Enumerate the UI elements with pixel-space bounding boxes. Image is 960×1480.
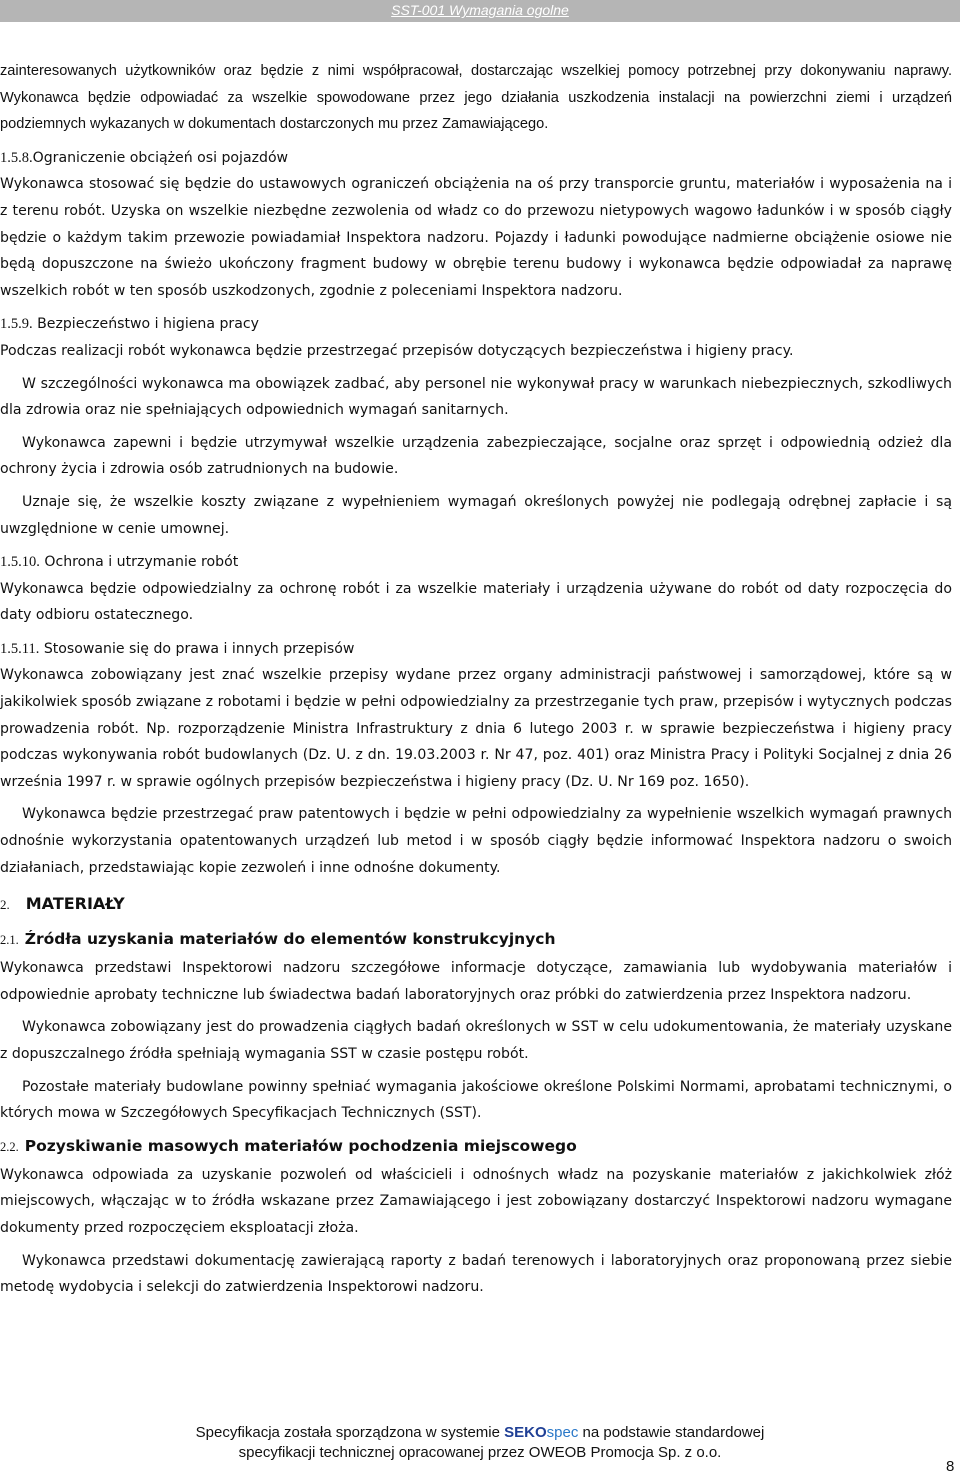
paragraph-1-5-9-b: W szczególności wykonawca ma obowiązek zadbać, aby personel nie wykonywał pracy w warunkach niebezpiecznych, szkodliwych dla zdrowia oraz nie spełniających odpowiednich wymagań sanitarnych. [0,375,952,419]
section-2-heading [0,889,952,920]
section-2-2-heading [0,1131,952,1162]
page-footer [0,1423,960,1463]
paragraph-2-2-a: Wykonawca odpowiada za uzyskanie pozwoleń od właścicieli i odnośnych władz na pozyskanie materiałów z jakichkolwiek złóż miejscowych, włączając w to źródła wskazane przez Zamawiającego i jest zobowiązany dostarczyć Inspektorowi nadzoru wymagane dokumenty przed rozpoczęciem eksploatacji złoża. [0,1166,952,1236]
section-title: Źródła uzyskania materiałów do elementów konstrukcyjnych [24,930,556,949]
section-title: Ochrona i utrzymanie robót [44,554,239,571]
section-number: 1.5.11. [0,640,40,657]
paragraph-1-5-9-a: Podczas realizacji robót wykonawca będzie przestrzegać przepisów dotyczących bezpieczeństwa i higieny pracy. [0,342,794,359]
section-2-1-heading [0,924,952,955]
paragraph-1-5-11-b: Wykonawca będzie przestrzegać praw patentowych i będzie w pełni odpowiedzialny za wypełnienie wszelkich wymagań prawnych odnośnie wykorzystania opatentowanych urządzeń lub metod i w sposób ciągły będzie informować Inspektora nadzoru o swoich działaniach, przedstawiając kopie zezwoleń i inne odnośne dokumenty. [0,806,952,876]
section-1-5-11-heading [0,636,952,663]
section-number: 1.5.9. [0,316,33,333]
section-title: Stosowanie się do prawa i innych przepisów [43,640,355,657]
footer-text-a: Specyfikacja została sporządzona w systemie [195,1424,500,1441]
section-number: 2. [0,897,10,913]
paragraph-1-5-9-d: Uznaje się, że wszelkie koszty związane z wypełnieniem wymagań określonych powyżej nie podlegają odrębnej zapłacie i są uwzględnione w cenie umownej. [0,493,952,537]
paragraph-intro: zainteresowanych użytkowników oraz będzie z nimi współpracował, dostarczając wszelkiej pomocy potrzebnej przy dokonywaniu naprawy. Wykonawca będzie odpowiadać za wszelkie spowodowane przez jego działania uszkodzenia instalacji na powierzchni ziemi i urządzeń podziemnych wykazanych w dokumentach dostarczonych mu przez Zamawiającego. [0,63,952,133]
section-number: 1.5.10. [0,554,40,571]
paragraph-2-2-b: Wykonawca przedstawi dokumentację zawierającą raporty z badań terenowych i laboratoryjnych oraz proponowaną przez siebie metodę wydobycia i selekcji do zatwierdzenia Inspektorowi nadzoru. [0,1252,952,1296]
footer-text-b: na podstawie standardowej [582,1424,765,1441]
paragraph-2-1-c: Pozostałe materiały budowlane powinny spełniać wymagania jakościowe określone Polskimi Normami, aprobatami technicznymi, o których mowa w Szczegółowych Specyfikacjach Technicznych (SST). [0,1078,952,1122]
section-title: Ograniczenie obciążeń osi pojazdów [32,149,289,166]
page-header [0,0,960,22]
header-title: SST-001 Wymagania ogolne [391,2,569,18]
section-number: 1.5.8. [0,149,33,166]
page-number: 8 [946,1458,955,1475]
paragraph-1-5-9-c: Wykonawca zapewni i będzie utrzymywał wszelkie urządzenia zabezpieczające, socjalne oraz sprzęt i odpowiednią odzież dla ochrony życia i zdrowia osób zatrudnionych na budowie. [0,434,952,478]
section-title: Pozyskiwanie masowych materiałów pochodzenia miejscowego [24,1136,577,1155]
paragraph-2-1-a: Wykonawca przedstawi Inspektorowi nadzoru szczegółowe informacje dotyczące, zamawiania lub wydobywania materiałów i odpowiednie aprobaty techniczne lub świadectwa badań laboratoryjnych oraz próbki do zatwierdzenia przez Inspektora nadzoru. [0,960,952,1003]
paragraph-1-5-11-a: Wykonawca zobowiązany jest znać wszelkie przepisy wydane przez organy administracji państwowej i samorządowej, które są w jakikolwiek sposób związane z robotami i będzie w pełni odpowiedzialny za przestrzeganie tych praw, przepisów i wytycznych podczas prowadzenia robót. Np. rozporządzenie Ministra Infrastruktury z dnia 6 lutego 2003 r. w sprawie bezpieczeństwa i higieny pracy podczas wykonywania robót budowlanych (Dz. U. z dn. 19.03.2003 r. Nr 47, poz. 401) oraz Ministra Pracy i Polityki Socjalnej z dnia 26 września 1997 r. w sprawie ogólnych przepisów bezpieczeństwa i higieny pracy (Dz. U. Nr 169 poz. 1650). [0,667,952,790]
section-number: 2.1. [0,933,19,948]
paragraph-2-1-b: Wykonawca zobowiązany jest do prowadzenia ciągłych badań określonych w SST w celu udokumentowania, że materiały uzyskane z dopuszczalnego źródła spełniają wymagania SST w czasie postępu robót. [0,1019,952,1062]
paragraph-1-5-8: Wykonawca stosować się będzie do ustawowych ograniczeń obciążenia na oś przy transporcie gruntu, materiałów i wyposażenia na i z terenu robót. Uzyska on wszelkie niezbędne zezwolenia od władz co do przewozu nietypowych wagowo ładunków i w sposób ciągły będzie o każdym takim przewozie powiadamiał Inspektora nadzoru. Pojazdy i ładunki powodujące nadmierne obciążenie osiowe nie będą dopuszczone na świeżo ukończony fragment budowy w obrębie terenu budowy i wykonawca będzie odpowiadał za naprawę wszelkich robót w ten sposób uszkodzonych, zgodnie z poleceniami Inspektora nadzoru. [0,176,952,299]
section-1-5-10-heading [0,549,952,576]
section-1-5-8-heading [0,145,952,172]
section-title: MATERIAŁY [25,894,125,914]
footer-line-2: specyfikacji technicznej opracowanej przez OWEOB Promocja Sp. z o.o. [238,1444,722,1461]
document-body [0,58,952,1301]
section-title: Bezpieczeństwo i higiena pracy [37,316,259,333]
paragraph-1-5-10: Wykonawca będzie odpowiedzialny za ochronę robót i za wszelkie materiały i urządzenia używane do robót od daty rozpoczęcia do daty odbioru ostatecznego. [0,580,952,624]
footer-line-1 [0,1423,960,1443]
sekospec-logo: SEKOspec [504,1424,579,1441]
section-number: 2.2. [0,1139,19,1154]
section-1-5-9-heading [0,311,952,338]
